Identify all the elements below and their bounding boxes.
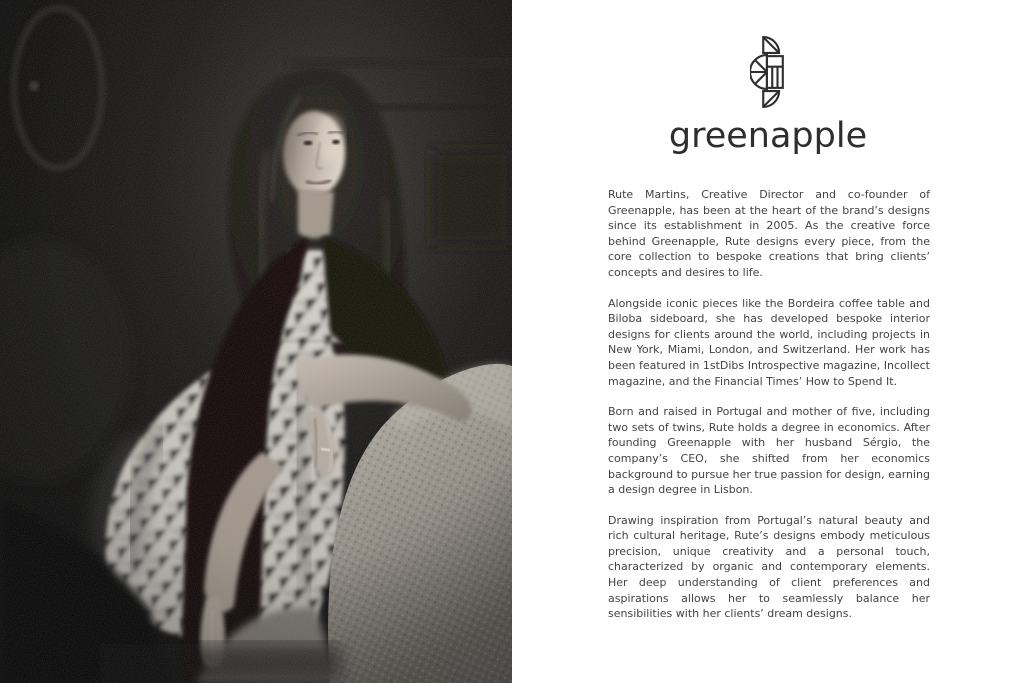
bio-text [608, 187, 930, 622]
bio-paragraph: Rute Martins, Creative Director and co-founder of Greenapple, has been at the heart of the brand’s designs since its establishment in 2005. As the creative force behind Greenapple, Rute designs every piece, from the core collection to bespoke creations that bring clients’ concepts and desires to life. [608, 188, 930, 279]
bio-paragraph: Born and raised in Portugal and mother of five, including two sets of twins, Rute holds a degree in economics. After founding Greenapple with her husband Sérgio, the company’s CEO, she shifted from her economics background to pursue her true passion for design, earning a design degree in Lisbon. [608, 405, 930, 497]
greenapple-logo-icon [750, 35, 786, 109]
content-pane [512, 0, 1024, 683]
bio-paragraph: Drawing inspiration from Portugal’s natural beauty and rich cultural heritage, Rute’s designs embody meticulous precision, unique creativity and a personal touch, characterized by organic and contemporary elements. Her deep understanding of client preferences and aspirations allows her to seamlessly balance her sensibilities with her clients’ dream designs. [608, 513, 930, 621]
brand-wordmark: greenapple [668, 116, 868, 156]
brand-logo [512, 35, 1024, 155]
bio-paragraph: Alongside iconic pieces like the Bordeira coffee table and Biloba sideboard, she has developed bespoke interior designs for clients around the world, including projects in New York, Miami, London, and Switzerland. Her work has been featured in 1stDibs Introspective magazine, Incollect magazine, and the Financial Times’ How to Spend It. [608, 296, 930, 388]
